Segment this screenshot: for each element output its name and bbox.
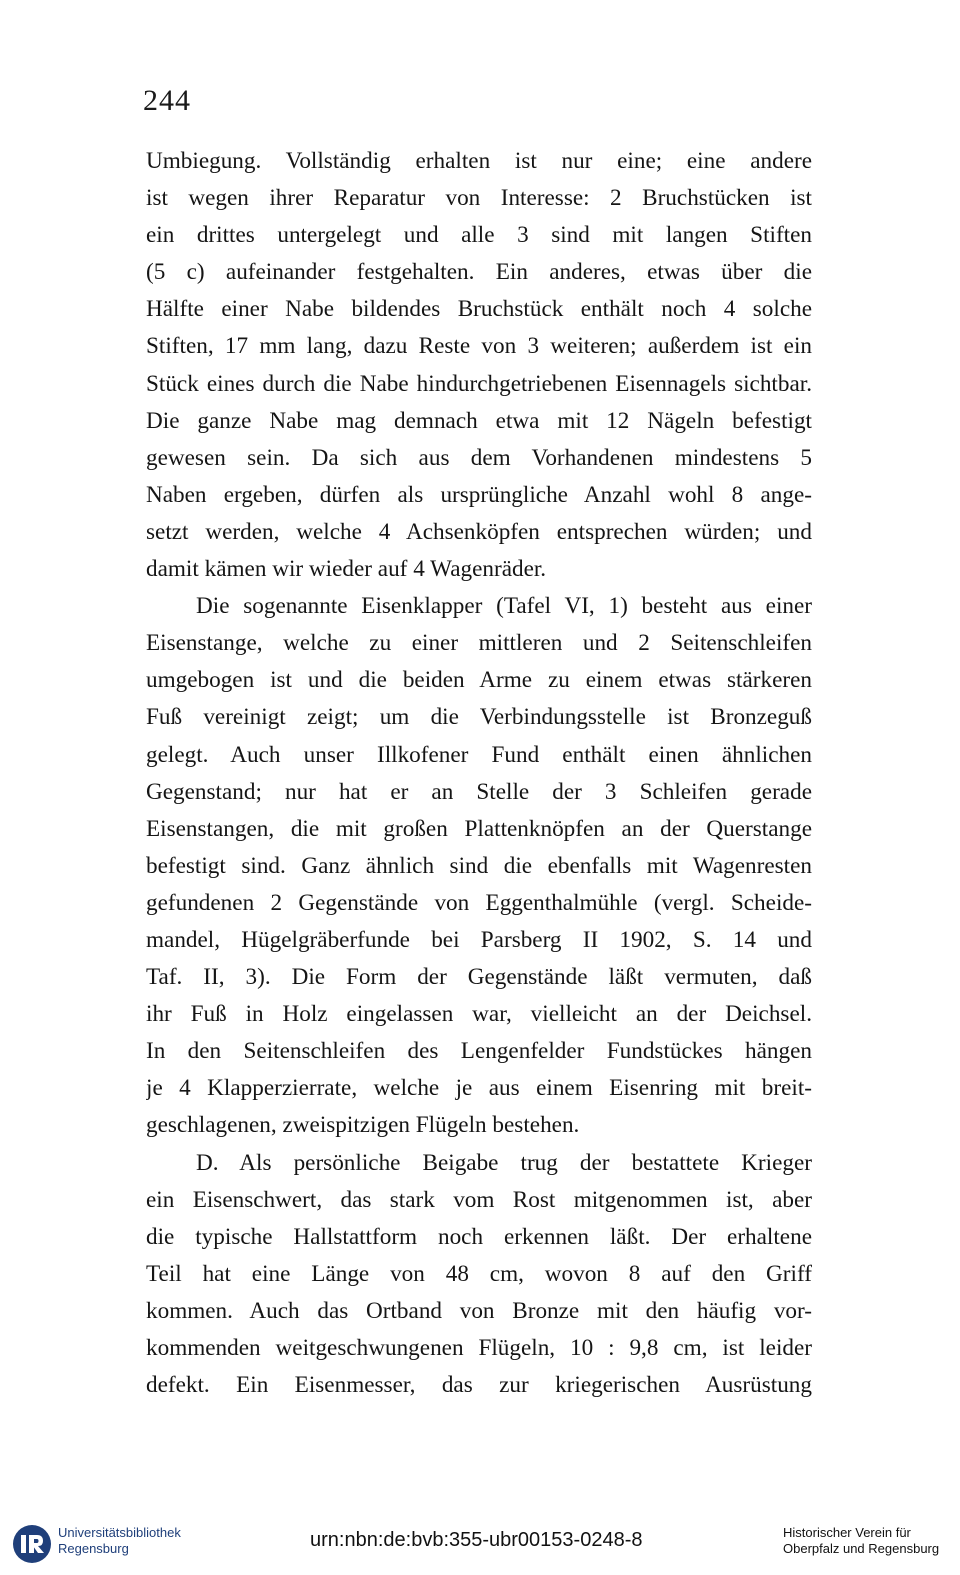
- text-line: Die ganze Nabe mag demnach etwa mit 12 Nägeln befestigt: [146, 407, 812, 434]
- text-line: damit kämen wir wieder auf 4 Wagenräder.: [146, 556, 547, 583]
- text-line: setzt werden, welche 4 Achsenköpfen entsprechen würden; und: [146, 518, 812, 545]
- text-line: Eisenstange, welche zu einer mittleren und 2 Seitenschleifen: [146, 630, 812, 657]
- urn-identifier: urn:nbn:de:bvb:355-ubr00153-0248-8: [310, 1529, 643, 1551]
- text-line: mandel, Hügelgräberfunde bei Parsberg II 1902, S. 14 und: [146, 926, 812, 953]
- text-line: ist wegen ihrer Reparatur von Interesse: 2 Bruchstücken ist: [146, 185, 812, 212]
- page-number: 244: [143, 84, 191, 117]
- text-line: Teil hat eine Länge von 48 cm, wovon 8 auf den Griff: [146, 1260, 812, 1287]
- text-line: Gegenstand; nur hat er an Stelle der 3 Schleifen gerade: [146, 778, 812, 805]
- text-line: kommenden weitgeschwungenen Flügeln, 10 : 9,8 cm, ist leider: [146, 1335, 812, 1361]
- text-line: je 4 Klapperzierrate, welche je aus einem Eisenring mit breit-: [146, 1075, 812, 1102]
- text-line: defekt. Ein Eisenmesser, das zur kriegerischen Ausrüstung: [146, 1372, 812, 1399]
- text-line: befestigt sind. Ganz ähnlich sind die ebenfalls mit Wagenresten: [146, 852, 812, 879]
- society-name-line2: Oberpfalz und Regensburg: [783, 1541, 940, 1556]
- text-line: ein Eisenschwert, das stark vom Rost mitgenommen ist, aber: [146, 1186, 812, 1213]
- text-line: Hälfte einer Nabe bildendes Bruchstück enthält noch 4 solche: [146, 296, 812, 323]
- text-line: gewesen sein. Da sich aus dem Vorhandenen mindestens 5: [146, 444, 812, 471]
- paragraph-start-line: Die sogenannte Eisenklapper (Tafel VI, 1) besteht aus einer: [196, 593, 812, 620]
- library-name-line1: Universitätsbibliothek: [58, 1525, 181, 1540]
- text-line: Taf. II, 3). Die Form der Gegenstände läßt vermuten, daß: [146, 964, 812, 991]
- body-text: [146, 143, 812, 1404]
- text-line: geschlagenen, zweispitzigen Flügeln bestehen.: [146, 1112, 580, 1139]
- text-line: Fuß vereinigt zeigt; um die Verbindungsstelle ist Bronzeguß: [146, 704, 812, 731]
- text-line: ihr Fuß in Holz eingelassen war, vielleicht an der Deichsel.: [146, 1001, 812, 1028]
- footer: [0, 1508, 960, 1575]
- text-line: Umbiegung. Vollständig erhalten ist nur eine; eine andere: [146, 148, 812, 174]
- text-line: Stiften, 17 mm lang, dazu Reste von 3 weiteren; außerdem ist ein: [146, 333, 812, 360]
- text-line: die typische Hallstattform noch erkennen läßt. Der erhaltene: [146, 1223, 812, 1250]
- library-name-line2: Regensburg: [58, 1541, 129, 1556]
- text-line: gelegt. Auch unser Illkofener Fund enthält einen ähnlichen: [146, 741, 812, 768]
- society-name: [783, 1525, 939, 1557]
- text-line: gefundenen 2 Gegenstände von Eggenthalmühle (vergl. Scheide-: [146, 889, 812, 916]
- paragraph-start-line: D. Als persönliche Beigabe trug der bestattete Krieger: [196, 1149, 812, 1176]
- text-line: kommen. Auch das Ortband von Bronze mit den häufig vor-: [146, 1297, 812, 1324]
- library-name: [58, 1525, 181, 1557]
- text-line: Naben ergeben, dürfen als ursprüngliche Anzahl wohl 8 ange-: [146, 481, 812, 508]
- text-line: umgebogen ist und die beiden Arme zu einem etwas stärkeren: [146, 667, 812, 694]
- text-line: ein drittes untergelegt und alle 3 sind mit langen Stiften: [146, 222, 812, 249]
- text-line: Stück eines durch die Nabe hindurchgetriebenen Eisennagels sichtbar.: [146, 370, 812, 397]
- text-line: Eisenstangen, die mit großen Plattenknöpfen an der Querstange: [146, 815, 812, 842]
- university-library-logo-icon: [12, 1524, 52, 1564]
- text-line: (5 c) aufeinander festgehalten. Ein anderes, etwas über die: [146, 259, 812, 286]
- society-name-line1: Historischer Verein für: [783, 1525, 911, 1540]
- text-line: In den Seitenschleifen des Lengenfelder Fundstückes hängen: [146, 1038, 812, 1065]
